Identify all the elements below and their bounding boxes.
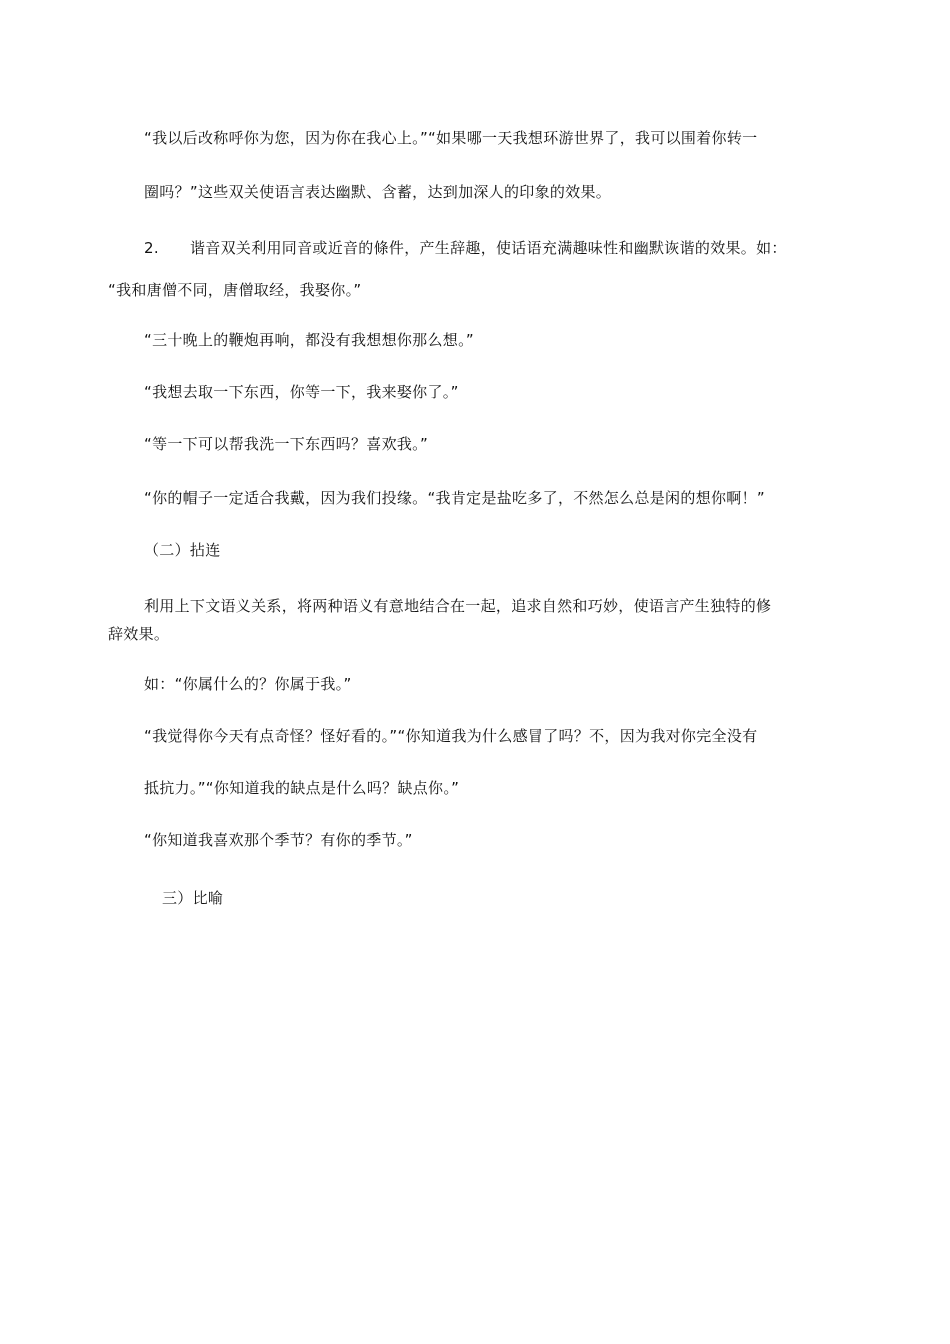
paragraph-line: 圈吗？”这些双关使语言表达幽默、含蓄，达到加深人的印象的效果。 [144, 183, 612, 201]
quote-line: “我想去取一下东西，你等一下，我来娶你了。” [144, 383, 459, 401]
list-number: 2. [144, 239, 159, 257]
quote-line: “三十晚上的鞭炮再响，都没有我想想你那么想。” [144, 331, 474, 349]
section-heading: （二）拈连 [144, 541, 221, 559]
section-heading: 三）比喻 [162, 889, 224, 907]
paragraph-line: “我和唐僧不同，唐僧取经，我娶你。” [108, 281, 362, 299]
quote-line: “你知道我喜欢那个季节？有你的季节。” [144, 831, 413, 849]
paragraph-line: 如：“你属什么的？你属于我。” [144, 675, 352, 693]
quote-line: “我觉得你今天有点奇怪？怪好看的。”“你知道我为什么感冒了吗？不，因为我对你完全没有 [144, 727, 758, 745]
paragraph-line: 辞效果。 [108, 625, 170, 643]
numbered-paragraph [144, 238, 787, 258]
paragraph-line: 利用上下文语义关系，将两种语义有意地结合在一起，追求自然和巧妙，使语言产生独特的修 [144, 597, 772, 615]
paragraph-text: 谐音双关利用同音或近音的條件，产生辞趣，使话语充满趣味性和幽默诙谐的效果。如： [190, 239, 787, 257]
quote-line: “你的帽子一定适合我戴，因为我们投缘。“我肯定是盐吃多了，不然怎么总是闲的想你啊！” [144, 489, 765, 507]
quote-line: 抵抗力。”“你知道我的缺点是什么吗？缺点你。” [144, 779, 460, 797]
quote-line: “等一下可以帮我洗一下东西吗？喜欢我。” [144, 435, 429, 453]
paragraph-line: “我以后改称呼你为您，因为你在我心上。”“如果哪一天我想环游世界了，我可以围着你转一 [144, 129, 758, 147]
